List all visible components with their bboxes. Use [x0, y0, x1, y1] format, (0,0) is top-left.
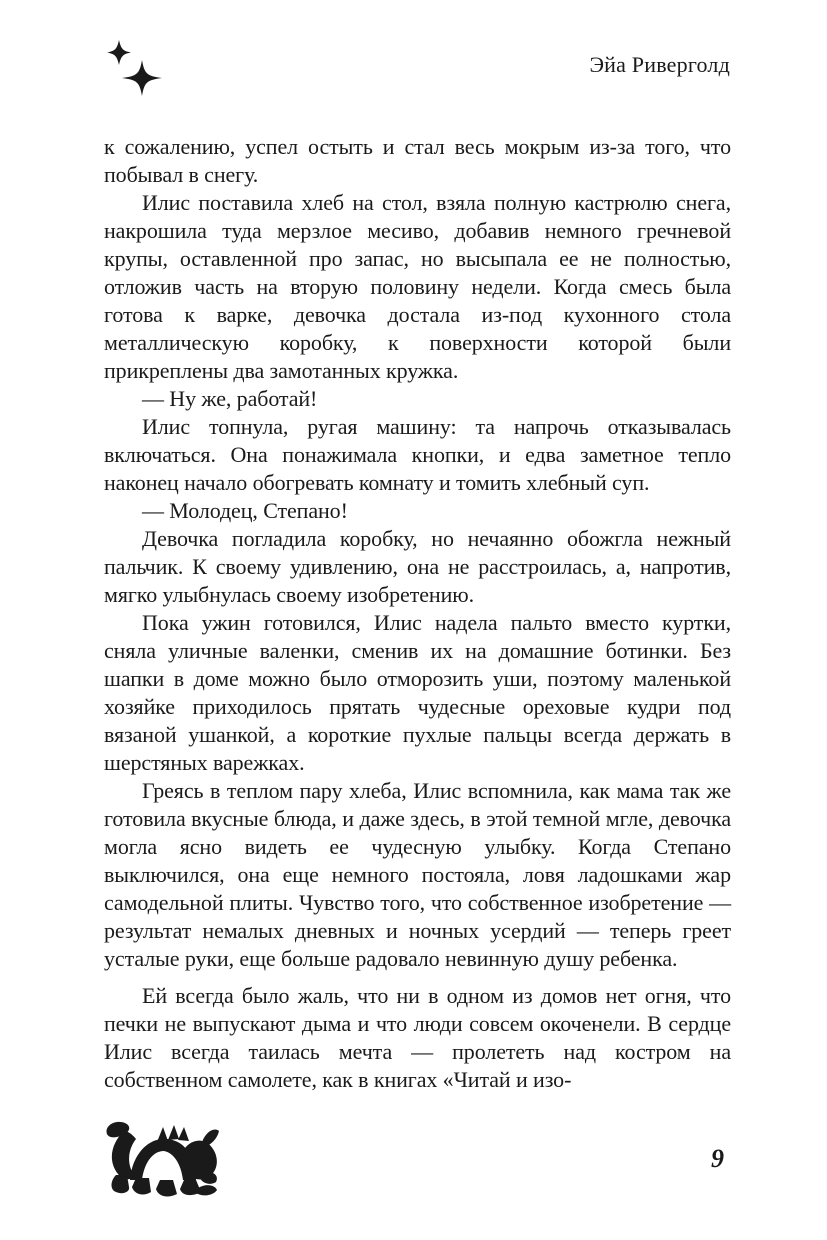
paragraph: Греясь в теплом пару хлеба, Илис вспомнила, как мама так же готовила вкусные блюда, и даже здесь, в этой темной мгле, девочка могла ясно видеть ее чудесную улыбку. Когда Степано выключился, она еще немного постояла, ловя ладошками жар самодельной плиты. Чувство того, что собственное изобретение — результат немалых дневных и ночных усердий — теперь греет усталые руки, еще больше радовало невинную душу ребенка.: [104, 778, 731, 971]
paragraph: к сожалению, успел остыть и стал весь мокрым из-за того, что побывал в снегу.: [104, 134, 731, 187]
page-text: [104, 133, 731, 1094]
paragraph: Илис поставила хлеб на стол, взяла полную кастрюлю снега, накрошила туда мерзлое месиво, добавив немного гречневой крупы, оставленной про запас, но высыпала ее не полностью, отложив часть на вторую половину недели. Когда смесь была готова к варке, девочка достала из-под кухонного стола металлическую коробку, к поверхности которой были прикреплены два замотанных кружка.: [104, 190, 731, 383]
dragon-icon: [103, 1118, 219, 1206]
paragraph: Ей всегда было жаль, что ни в одном из домов нет огня, что печки не выпускают дыма и что люди совсем окоченели. В сердце Илис всегда таилась мечта — пролететь над костром на собственном самолете, как в книгах «Читай и изо-: [104, 983, 731, 1092]
paragraph: Девочка погладила коробку, но нечаянно обожгла нежный пальчик. К своему удивлению, она не расстроилась, а, напротив, мягко улыбнулась своему изобретению.: [104, 526, 731, 607]
sparkles-icon: [98, 36, 166, 108]
paragraph: Пока ужин готовился, Илис надела пальто вместо куртки, сняла уличные валенки, сменив их на домашние ботинки. Без шапки в доме можно было отморозить уши, поэтому маленькой хозяйке приходилось прятать чудесные ореховые кудри под вязаной ушанкой, а короткие пухлые пальцы всегда держать в шерстяных варежках.: [104, 610, 731, 775]
page-number: 9: [711, 1144, 724, 1173]
dialogue-line: — Молодец, Степано!: [142, 498, 348, 523]
dialogue-line: — Ну же, работай!: [142, 386, 318, 411]
paragraph: Илис топнула, ругая машину: та напрочь отказывалась включаться. Она понажимала кнопки, и едва заметное тепло наконец начало обогревать комнату и томить хлебный суп.: [104, 414, 731, 495]
author-name: Эйа Риверголд: [589, 52, 730, 77]
